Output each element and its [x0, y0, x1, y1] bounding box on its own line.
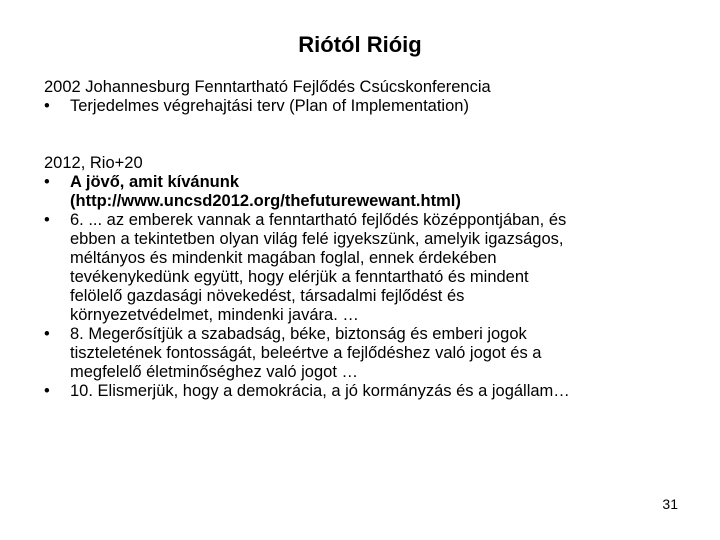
bullet-line: megfelelő életminőséghez való jogot …	[70, 363, 359, 381]
bullet-item	[44, 97, 684, 116]
slide-body	[44, 78, 684, 401]
bullet-icon: •	[44, 173, 50, 191]
bullet-line: tiszteletének fontosságát, beleértve a fejlődéshez való jogot és a	[70, 344, 542, 362]
section-heading: 2012, Rio+20	[44, 154, 143, 172]
bullet-icon: •	[44, 211, 50, 229]
bullet-text: Terjedelmes végrehajtási terv (Plan of Implementation)	[70, 97, 469, 115]
bullet-item	[44, 173, 684, 211]
bullet-line: környezetvédelmet, mindenki javára. …	[70, 306, 359, 324]
page-number: 31	[662, 496, 678, 512]
bullet-item	[44, 325, 684, 382]
section-johannesburg	[44, 78, 684, 116]
bullet-line: 8. Megerősítjük a szabadság, béke, biztonság és emberi jogok	[70, 325, 527, 343]
bullet-line: 10. Elismerjük, hogy a demokrácia, a jó kormányzás és a jogállam…	[70, 382, 570, 400]
slide-title: Riótól Rióig	[298, 32, 422, 57]
section-rio20	[44, 154, 684, 401]
bullet-link-text: (http://www.uncsd2012.org/thefuturewewant.html)	[70, 192, 461, 210]
bullet-line: méltányos és mindenkit magában foglal, ennek érdekében	[70, 249, 497, 267]
section-heading: 2002 Johannesburg Fenntartható Fejlődés Csúcskonferencia	[44, 78, 491, 96]
bullet-line: 6. ... az emberek vannak a fenntartható fejlődés középpontjában, és	[70, 211, 567, 229]
bullet-icon: •	[44, 97, 50, 115]
bullet-item	[44, 382, 684, 401]
bullet-line: tevékenykedünk együtt, hogy elérjük a fenntartható és mindent	[70, 268, 529, 286]
bullet-text: A jövő, amit kívánunk	[70, 173, 240, 191]
bullet-item	[44, 211, 684, 325]
bullet-line: felölelő gazdasági növekedést, társadalmi fejlődést és	[70, 287, 465, 305]
bullet-icon: •	[44, 325, 50, 343]
bullet-icon: •	[44, 382, 50, 400]
bullet-line: ebben a tekintetben olyan világ felé igyekszünk, amelyik igazságos,	[70, 230, 564, 248]
